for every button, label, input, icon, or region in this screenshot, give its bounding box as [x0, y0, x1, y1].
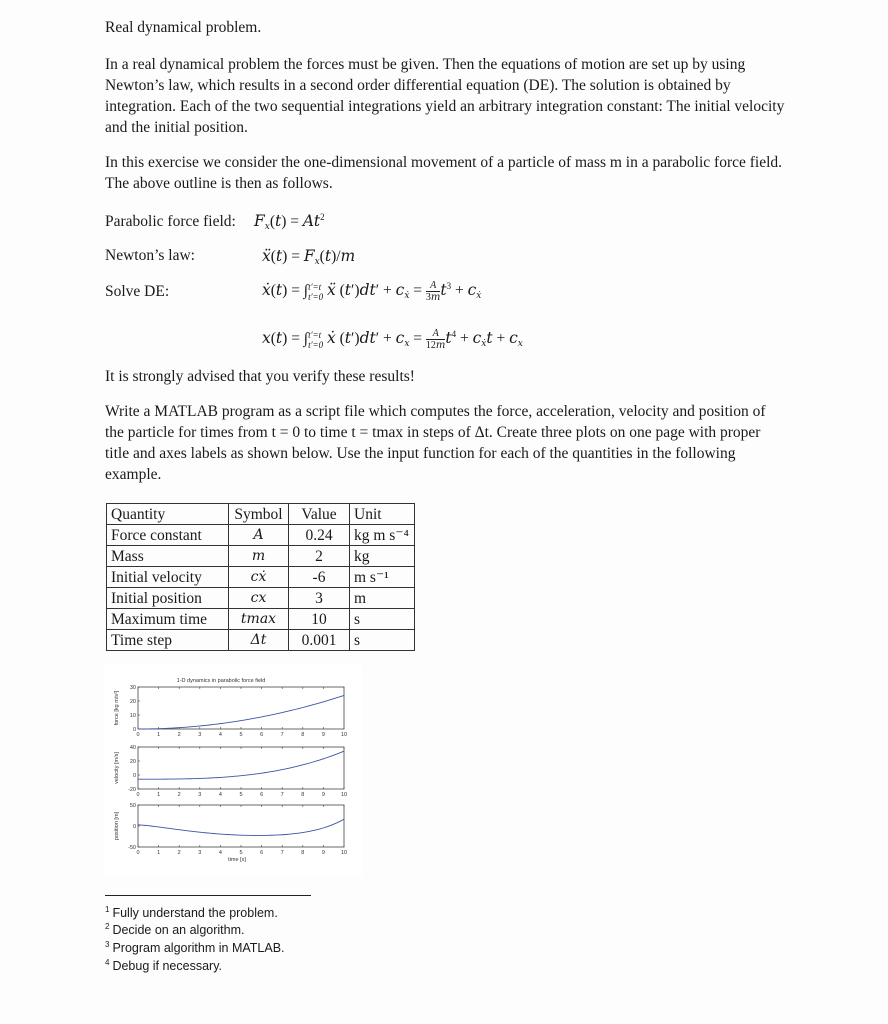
- x-tick-label: 1: [157, 732, 161, 738]
- x-tick-label: 3: [198, 850, 202, 856]
- y-tick-label: 20: [129, 759, 136, 765]
- y-tick-label: -50: [128, 845, 136, 851]
- cell-unit: s: [350, 609, 415, 630]
- newton-equation: ẍ(t) = $F_x(t)/m$: [262, 247, 356, 267]
- cell-value: 0.001: [289, 630, 350, 651]
- cell-unit: kg m s⁻⁴: [350, 525, 415, 546]
- x-tick-label: 8: [301, 732, 305, 738]
- cell-unit: m: [350, 588, 415, 609]
- y-tick-label: 20: [129, 699, 136, 705]
- plot-axes-box: [138, 747, 344, 789]
- footnote-text: Debug if necessary.: [112, 959, 222, 974]
- x-tick-label: 10: [340, 792, 348, 798]
- footnote-separator: [105, 895, 311, 896]
- x-tick-label: 1: [157, 850, 161, 856]
- x-tick-label: 7: [280, 732, 284, 738]
- footnote-item: [105, 905, 278, 920]
- cell-quantity: Force constant: [107, 525, 229, 546]
- y-tick-label: 0: [132, 824, 136, 830]
- y-axis-label: velocity [m/s]: [114, 752, 120, 784]
- task-paragraph: Write a MATLAB program as a script file which computes the force, acceleration, velocity and position of the particle for times from t = 0 to time t = tmax in steps of Δt. Create three plots on one page with proper title and axes labels as shown below. Use the input function for each of the quantities in the following example.: [105, 403, 766, 483]
- x-tick-label: 4: [218, 792, 222, 798]
- table-header-row: [107, 504, 415, 525]
- newton-label: Newton’s law:: [105, 247, 195, 264]
- table-row: [107, 630, 415, 651]
- footnote-text: Program algorithm in MATLAB.: [112, 941, 285, 956]
- x-tick-label: 8: [301, 792, 305, 798]
- cell-quantity: Mass: [107, 546, 229, 567]
- quantities-table: [106, 503, 415, 651]
- plot-axes-box: [138, 805, 344, 847]
- exercise-paragraph: In this exercise we consider the one-dimensional movement of a particle of mass m in a parabolic force field. The above outline is then as follows.: [105, 154, 783, 192]
- y-tick-label: -20: [128, 787, 136, 793]
- footnote-text: Fully understand the problem.: [112, 906, 278, 921]
- x-tick-label: 2: [177, 792, 181, 798]
- header-quantity: Quantity: [107, 504, 229, 525]
- footnote-text: Decide on an algorithm.: [112, 923, 245, 938]
- cell-value: 10: [289, 609, 350, 630]
- x-tick-label: 7: [280, 850, 284, 856]
- cell-value: 3: [289, 588, 350, 609]
- force-equation: $F_x(t) = At^2$: [254, 212, 325, 232]
- x-tick-label: 0: [136, 792, 140, 798]
- footnote-item: [105, 922, 244, 937]
- header-unit: Unit: [350, 504, 415, 525]
- cell-quantity: Initial velocity: [107, 567, 229, 588]
- cell-quantity: Maximum time: [107, 609, 229, 630]
- x-tick-label: 5: [239, 792, 243, 798]
- x-axis-label: time [s]: [228, 857, 246, 863]
- x-tick-label: 6: [260, 850, 264, 856]
- x-tick-label: 5: [239, 732, 243, 738]
- x-tick-label: 6: [260, 732, 264, 738]
- x-tick-label: 7: [280, 792, 284, 798]
- header-value: Value: [289, 504, 350, 525]
- cell-symbol: Δt: [229, 630, 289, 651]
- cell-value: 2: [289, 546, 350, 567]
- cell-unit: m s⁻¹: [350, 567, 415, 588]
- x-tick-label: 1: [157, 792, 161, 798]
- x-tick-label: 9: [321, 850, 325, 856]
- y-tick-label: 50: [129, 803, 136, 809]
- x-tick-label: 2: [177, 732, 181, 738]
- x-tick-label: 3: [198, 792, 202, 798]
- cell-symbol: tmax: [229, 609, 289, 630]
- table-row: [107, 567, 415, 588]
- x-tick-label: 6: [260, 792, 264, 798]
- table-row: [107, 525, 415, 546]
- x-tick-label: 10: [340, 850, 348, 856]
- table-row: [107, 588, 415, 609]
- x-tick-label: 0: [136, 732, 140, 738]
- table-row: [107, 546, 415, 567]
- y-axis-label: force [kg m/s²]: [114, 690, 120, 726]
- intro-paragraph: In a real dynamical problem the forces must be given. Then the equations of motion are set up by using Newton’s law, which results in a second order differential equation (DE). The solution is obtained by integration. Each of the two sequential integrations yield an arbitrary integration constant: The initial velocity and the initial position.: [105, 56, 785, 136]
- y-tick-label: 30: [129, 685, 136, 691]
- x-tick-label: 8: [301, 850, 305, 856]
- x-tick-label: 9: [321, 792, 325, 798]
- cell-value: 0.24: [289, 525, 350, 546]
- x-tick-label: 2: [177, 850, 181, 856]
- header-symbol: Symbol: [229, 504, 289, 525]
- cell-symbol: m: [229, 546, 289, 567]
- x-tick-label: 5: [239, 850, 243, 856]
- table-row: [107, 609, 415, 630]
- cell-symbol: A: [229, 525, 289, 546]
- y-tick-label: 10: [129, 713, 136, 719]
- x-tick-label: 9: [321, 732, 325, 738]
- force-field-label: Parabolic force field:: [105, 213, 236, 230]
- cell-unit: s: [350, 630, 415, 651]
- matlab-figure: [104, 665, 362, 877]
- plots-svg: [104, 665, 362, 877]
- x-tick-label: 3: [198, 732, 202, 738]
- y-tick-label: 0: [132, 727, 136, 733]
- y-tick-label: 40: [129, 745, 136, 751]
- footnote-number: 3: [105, 940, 110, 949]
- position-equation: x(t) = ∫ t′=t t′=0 ẋ $(t')dt' + c_x$ = $\frac{A}{12m}$ $t^4 + c_ẋt + c_x$: [262, 328, 523, 351]
- y-axis-label: position [m]: [114, 811, 120, 841]
- footnote-number: 2: [105, 922, 110, 931]
- section-title: Real dynamical problem.: [105, 19, 262, 36]
- cell-symbol: cẋ: [229, 567, 289, 588]
- cell-unit: kg: [350, 546, 415, 567]
- footnote-number: 1: [105, 905, 110, 914]
- footnote-number: 4: [105, 958, 110, 967]
- x-tick-label: 10: [340, 732, 348, 738]
- x-tick-label: 0: [136, 850, 140, 856]
- chart-title: 1-D dynamics in parabolic force field: [176, 678, 266, 684]
- velocity-equation: ẋ(t) = ∫ t′=t t′=0 ẍ $(t')dt' + c_ẋ$ = $\frac{A}{3m}$ $t^3 + c_ẋ$: [262, 280, 482, 303]
- footnote-item: [105, 940, 285, 955]
- plot-axes-box: [138, 687, 344, 729]
- cell-quantity: Initial position: [107, 588, 229, 609]
- cell-quantity: Time step: [107, 630, 229, 651]
- cell-value: -6: [289, 567, 350, 588]
- y-tick-label: 0: [132, 773, 136, 779]
- solve-label: Solve DE:: [105, 283, 170, 300]
- advice-text: It is strongly advised that you verify these results!: [105, 368, 415, 385]
- footnote-item: [105, 958, 222, 973]
- x-tick-label: 4: [218, 850, 222, 856]
- cell-symbol: cx: [229, 588, 289, 609]
- x-tick-label: 4: [218, 732, 222, 738]
